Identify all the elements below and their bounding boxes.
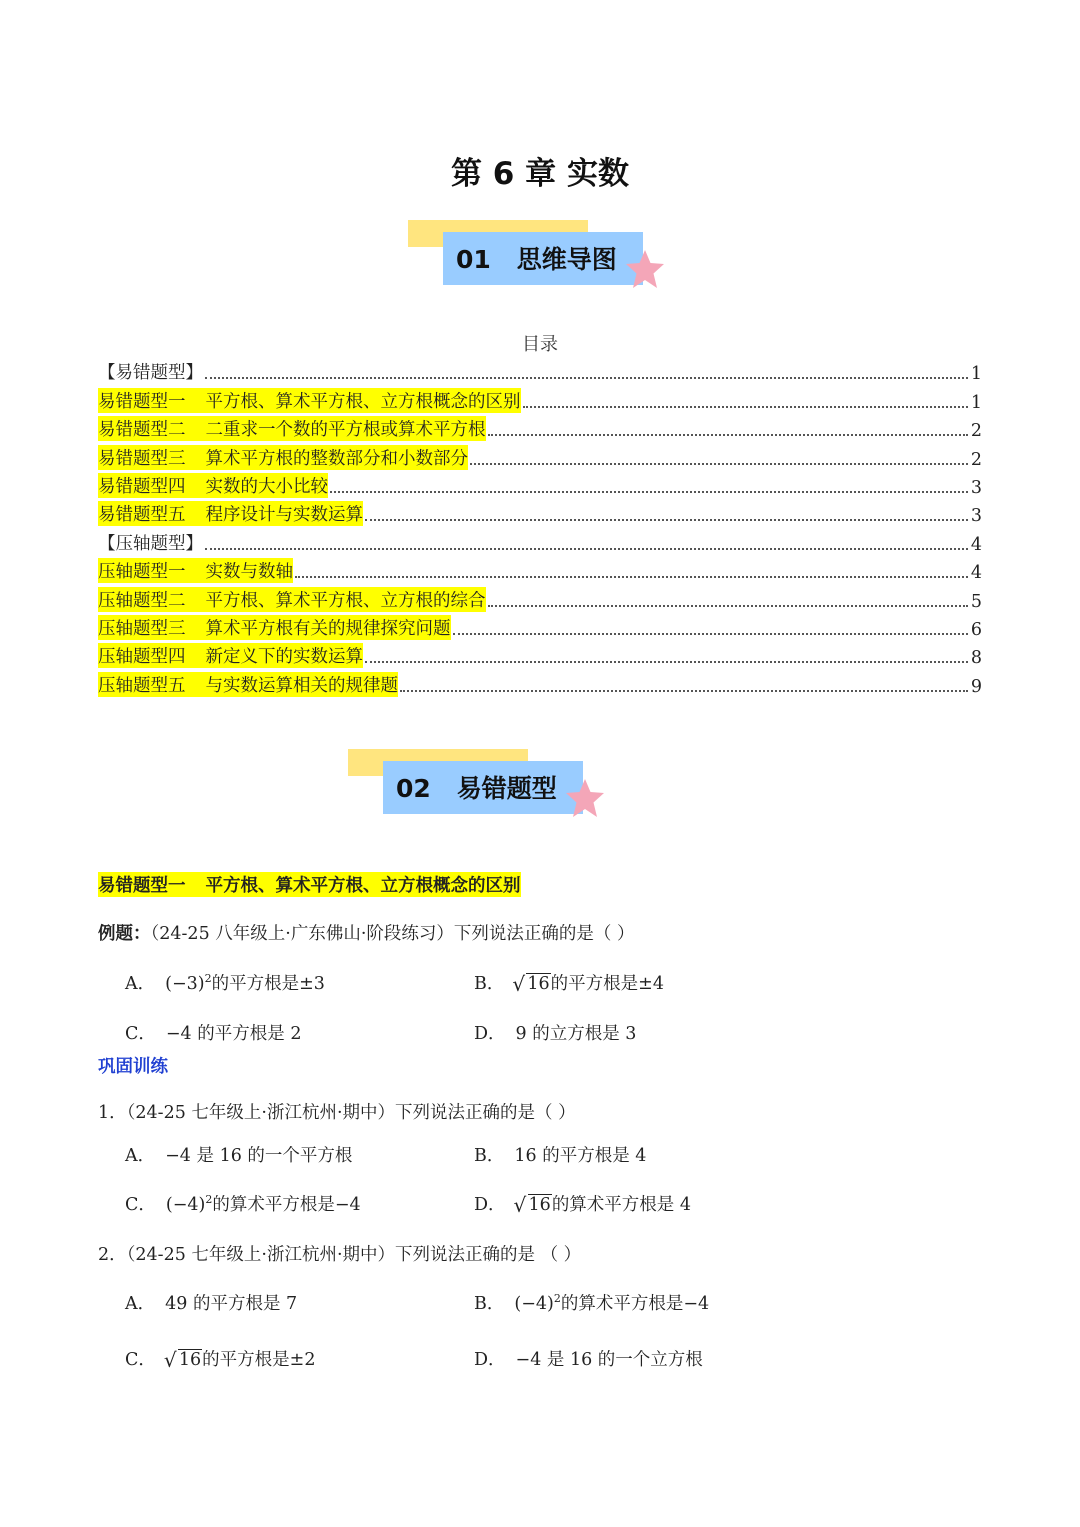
toc-row[interactable] (98, 498, 982, 526)
table-of-contents (98, 356, 982, 697)
toc-row-label: 【易错题型】 (98, 363, 203, 384)
example-label: 例题： (98, 924, 151, 944)
star-icon (623, 248, 667, 292)
toc-page-number: 4 (970, 534, 982, 555)
option-d[interactable]: D． 9 的立方根是 3 (474, 1024, 637, 1044)
toc-page-number: 3 (970, 477, 982, 498)
banner-text: 思维导图 (516, 245, 617, 274)
option-c[interactable]: C．√ 16的平方根是±2 (125, 1346, 315, 1371)
toc-row[interactable] (98, 356, 982, 384)
toc-row[interactable] (98, 470, 982, 498)
option-a[interactable]: A． $(-3)^2$的平方根是±3 (125, 972, 325, 994)
banner-label (396, 769, 557, 805)
toc-leader-dots (488, 434, 968, 436)
sqrt-expression: √ 16 (516, 1195, 552, 1215)
toc-row[interactable] (98, 413, 982, 441)
banner-text: 易错题型 (456, 774, 557, 803)
option-c[interactable]: C． −4 的平方根是 2 (125, 1024, 302, 1044)
toc-heading: 目录 (522, 334, 558, 355)
toc-page-number: 9 (970, 676, 982, 697)
toc-row[interactable] (98, 555, 982, 583)
banner-number: 01 (456, 245, 491, 274)
option-d[interactable]: D． −4 是 16 的一个立方根 (474, 1350, 703, 1370)
option-b[interactable]: B． 16 的平方根是 4 (474, 1146, 647, 1166)
option-c[interactable]: C． $(-4)^2$的算术平方根是−4 (125, 1193, 361, 1215)
toc-row[interactable] (98, 583, 982, 611)
toc-row-label: 压轴题型二 平方根、算术平方根、立方根的综合 (98, 587, 486, 612)
math-expression: $(-4)^2$ (514, 1292, 561, 1314)
banner-label (456, 240, 617, 276)
sqrt-expression: √ 16 (514, 974, 550, 994)
star-icon (563, 777, 607, 821)
toc-row[interactable] (98, 640, 982, 668)
option-a[interactable]: A． −4 是 16 的一个平方根 (125, 1146, 353, 1166)
error-prone-banner (348, 749, 608, 833)
toc-leader-dots (488, 605, 968, 607)
toc-row[interactable] (98, 612, 982, 640)
math-expression: $(-4)^2$ (165, 1193, 213, 1215)
option-d[interactable]: D．√ 16的算术平方根是 4 (474, 1191, 691, 1216)
option-b[interactable]: B．√ 16的平方根是±4 (474, 970, 664, 995)
toc-leader-dots (205, 377, 968, 379)
toc-row-label: 易错题型五 程序设计与实数运算 (98, 501, 363, 526)
toc-row-label: 【压轴题型】 (98, 533, 203, 554)
toc-leader-dots (523, 406, 968, 408)
toc-row-label: 易错题型一 平方根、算术平方根、立方根概念的区别 (98, 388, 521, 413)
toc-row-label: 易错题型三 算术平方根的整数部分和小数部分 (98, 445, 468, 470)
toc-page-number: 8 (970, 648, 982, 669)
toc-leader-dots (330, 491, 968, 493)
toc-row[interactable] (98, 441, 982, 469)
toc-row-label: 压轴题型五 与实数运算相关的规律题 (98, 672, 398, 697)
example-question (98, 920, 634, 945)
toc-leader-dots (470, 463, 968, 465)
toc-page-number: 1 (970, 392, 982, 413)
question-2: 2．（24-25 七年级上·浙江杭州·期中）下列说法正确的是 （ ） (98, 1245, 582, 1265)
toc-row-label: 易错题型四 实数的大小比较 (98, 473, 328, 498)
toc-row-label: 易错题型二 二重求一个数的平方根或算术平方根 (98, 416, 486, 441)
toc-row-label: 压轴题型三 算术平方根有关的规律探究问题 (98, 615, 451, 640)
toc-page-number: 3 (970, 506, 982, 527)
option-b[interactable]: B． $(-4)^2$的算术平方根是−4 (474, 1292, 710, 1314)
toc-row-label: 压轴题型一 实数与数轴 (98, 558, 293, 583)
chapter-title: 第 6 章 实数 (451, 156, 629, 192)
toc-page-number: 2 (970, 421, 982, 442)
toc-leader-dots (205, 548, 968, 550)
toc-leader-dots (295, 576, 968, 578)
math-expression: $(-3)^2$ (165, 972, 212, 994)
sqrt-expression: √ 16 (166, 1350, 202, 1370)
toc-leader-dots (400, 690, 968, 692)
banner-number: 02 (396, 774, 431, 803)
option-a[interactable]: A． 49 的平方根是 7 (125, 1294, 298, 1314)
toc-row-label: 压轴题型四 新定义下的实数运算 (98, 643, 363, 668)
consolidation-heading: 巩固训练 (98, 1057, 168, 1077)
toc-page-number: 5 (970, 591, 982, 612)
toc-page-number: 4 (970, 563, 982, 584)
toc-leader-dots (365, 661, 968, 663)
toc-row[interactable] (98, 668, 982, 696)
section-heading: 易错题型一 平方根、算术平方根、立方根概念的区别 (98, 872, 521, 897)
mind-map-banner (408, 220, 668, 304)
example-stem: （24-25 八年级上·广东佛山·阶段练习）下列说法正确的是（ ） (150, 924, 635, 944)
toc-row[interactable] (98, 526, 982, 554)
toc-leader-dots (453, 633, 968, 635)
toc-page-number: 2 (970, 449, 982, 470)
question-1: 1．（24-25 七年级上·浙江杭州·期中）下列说法正确的是（ ） (98, 1103, 576, 1123)
toc-row[interactable] (98, 384, 982, 412)
toc-page-number: 1 (970, 364, 982, 385)
toc-page-number: 6 (970, 619, 982, 640)
toc-leader-dots (365, 519, 968, 521)
